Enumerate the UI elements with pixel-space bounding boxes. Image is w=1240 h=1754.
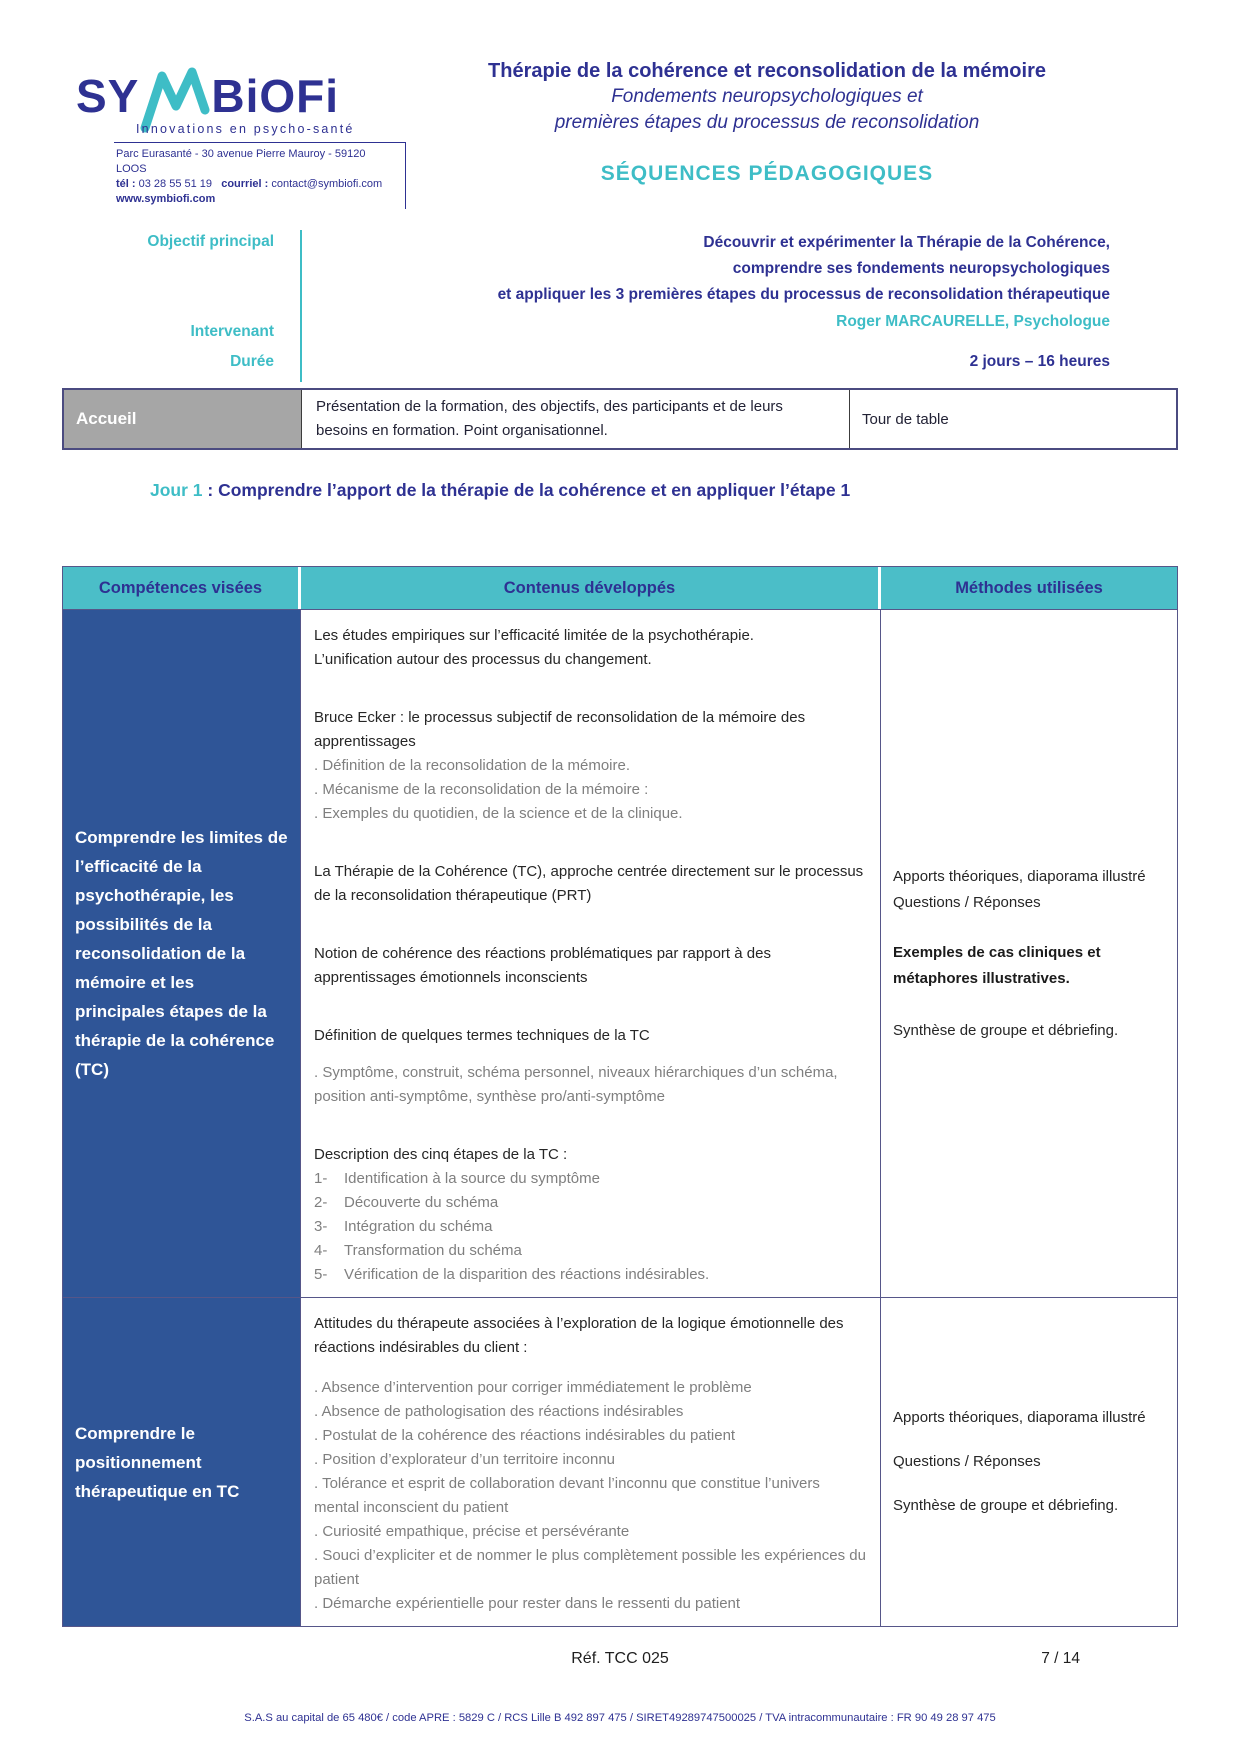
text-line: Questions / Réponses xyxy=(893,1453,1041,1470)
text-line: Découvrir et expérimenter la Thérapie de la Cohérence, xyxy=(703,234,1110,251)
day1-heading xyxy=(150,480,850,501)
text-line: Apports théoriques, diaporama illustré xyxy=(893,1409,1146,1426)
text-line: . Définition de la reconsolidation de la mémoire. xyxy=(314,757,631,774)
spacer xyxy=(314,990,868,1024)
day1-title: : Comprendre l’apport de la thérapie de la cohérence et en appliquer l’étape 1 xyxy=(202,480,851,500)
duree-value: 2 jours – 16 heures xyxy=(969,353,1110,370)
competence-cell xyxy=(63,1298,301,1626)
accueil-label-cell: Accueil xyxy=(64,390,302,448)
text-line: . Postulat de la cohérence des réactions indésirables du patient xyxy=(314,1427,736,1444)
company-contacts xyxy=(116,177,397,192)
text-line: . Souci d’expliciter et de nommer le plus complètement possible les expériences du patient xyxy=(314,1547,866,1588)
methodes-cell xyxy=(881,1298,1177,1626)
spacer xyxy=(314,1048,868,1061)
text-line: . Curiosité empathique, précise et persévérante xyxy=(314,1523,630,1540)
text-line: L’unification autour des processus du changement. xyxy=(314,651,652,668)
company-logo xyxy=(76,62,416,209)
text-line: . Position d’explorateur d’un territoire inconnu xyxy=(314,1451,616,1468)
spacer xyxy=(893,1475,1167,1493)
text-line: . Démarche expérientielle pour rester dans le ressenti du patient xyxy=(314,1595,741,1612)
course-info-block xyxy=(62,230,1178,382)
contenus-cell xyxy=(301,610,881,1297)
document-type-heading: SÉQUENCES PÉDAGOGIQUES xyxy=(600,162,934,185)
methodes-cell xyxy=(881,610,1177,1297)
text-line: 2- Découverte du schéma xyxy=(314,1194,499,1211)
text-line: 4- Transformation du schéma xyxy=(314,1242,522,1259)
spacer xyxy=(314,1109,868,1143)
duree-label: Durée xyxy=(230,353,274,370)
text-line: . Symptôme, construit, schéma personnel, niveaux hiérarchiques d’un schéma, position anti-symptôme, synthèse pro/anti-symptôme xyxy=(314,1064,838,1105)
contenus-cell xyxy=(301,1298,881,1626)
text-line: Les études empiriques sur l’efficacité limitée de la psychothérapie. xyxy=(314,627,754,644)
text-line: 5- Vérification de la disparition des réactions indésirables. xyxy=(314,1266,710,1283)
table-row xyxy=(63,610,1177,1297)
text-line: . Absence de pathologisation des réactions indésirables xyxy=(314,1403,684,1420)
program-table-header xyxy=(63,567,1177,610)
spacer xyxy=(893,992,1167,1018)
text-line: Description des cinq étapes de la TC : xyxy=(314,1146,568,1163)
logo-text-prefix: SY xyxy=(76,70,140,122)
spacer xyxy=(314,908,868,942)
text-line: . Mécanisme de la reconsolidation de la mémoire : xyxy=(314,781,649,798)
objective-label: Objectif principal xyxy=(147,233,274,250)
objective-text xyxy=(322,230,1110,308)
courriel-value: contact@symbiofi.com xyxy=(271,178,383,190)
accueil-row xyxy=(62,388,1178,450)
table-row xyxy=(63,1297,1177,1626)
tel-value: 03 28 55 51 19 xyxy=(138,178,213,190)
logo-wordmark xyxy=(76,62,416,124)
courriel-label: courriel : xyxy=(221,178,269,190)
competence-cell xyxy=(63,610,301,1297)
company-address: Parc Eurasanté - 30 avenue Pierre Mauroy - 59120 LOOS xyxy=(116,148,366,175)
document-reference: Réf. TCC 025 xyxy=(571,1650,669,1667)
text-line: 3- Intégration du schéma xyxy=(314,1218,493,1235)
page-number: 7 / 14 xyxy=(1041,1650,1080,1667)
text-line: Attitudes du thérapeute associées à l’exploration de la logique émotionnelle des réactions indésirables du client : xyxy=(314,1315,844,1356)
program-table xyxy=(62,566,1178,1627)
document-subtitle-line1: Fondements neuropsychologiques et xyxy=(611,86,923,107)
company-address-block xyxy=(114,142,406,209)
tel-label: tél : xyxy=(116,178,136,190)
day1-label: Jour 1 xyxy=(150,480,203,500)
text-line: Synthèse de groupe et débriefing. xyxy=(893,1497,1119,1514)
text-line: Questions / Réponses xyxy=(893,893,1041,911)
accueil-description-cell: Présentation de la formation, des objectifs, des participants et de leurs besoins en formation. Point organisationnel. xyxy=(302,390,850,448)
text-line: comprendre ses fondements neuropsychologiques xyxy=(732,260,1110,277)
logo-text-suffix: BiOFi xyxy=(211,70,340,122)
text-line: . Tolérance et esprit de collaboration devant l’inconnu que constitue l’univers mental inconscient du patient xyxy=(314,1475,820,1516)
text-line: et appliquer les 3 premières étapes du processus de reconsolidation thérapeutique xyxy=(497,286,1110,303)
competence-text: Comprendre les limites de l’efficacité de la psychothérapie, les possibilités de la reconsolidation de la mémoire et les principales étapes de la thérapie de la cohérence (TC) xyxy=(75,828,288,1079)
text-line: Synthèse de groupe et débriefing. xyxy=(893,1021,1119,1039)
text-line: Exemples de cas cliniques et métaphores illustratives. xyxy=(893,943,1101,987)
spacer xyxy=(893,1431,1167,1449)
accueil-method-cell: Tour de table xyxy=(862,410,949,428)
vertical-divider xyxy=(300,230,302,382)
spacer xyxy=(893,916,1167,940)
text-line: . Absence d’intervention pour corriger immédiatement le problème xyxy=(314,1379,752,1396)
text-line: . Exemples du quotidien, de la science et de la clinique. xyxy=(314,805,683,822)
spacer xyxy=(314,826,868,860)
header-contenus: Contenus développés xyxy=(301,567,881,609)
header-methodes: Méthodes utilisées xyxy=(881,567,1177,609)
text-line: La Thérapie de la Cohérence (TC), approche centrée directement sur le processus de la reconsolidation thérapeutique (PRT) xyxy=(314,863,864,904)
text-line: 1- Identification à la source du symptôme xyxy=(314,1170,600,1187)
intervenant-value: Roger MARCAURELLE, Psychologue xyxy=(836,313,1110,330)
text-line: Apports théoriques, diaporama illustré xyxy=(893,867,1146,885)
document-title: Thérapie de la cohérence et reconsolidation de la mémoire xyxy=(488,60,1046,82)
logo-tagline: Innovations en psycho-santé xyxy=(136,122,355,136)
spacer xyxy=(314,672,868,706)
document-header xyxy=(420,58,1114,186)
legal-footer: S.A.S au capital de 65 480€ / code APRE : 5829 C / RCS Lille B 492 897 475 / SIRET49289747500025 / TVA intracommunautaire : FR 90 49 28 97 475 xyxy=(244,1712,996,1724)
spacer xyxy=(314,1360,868,1376)
header-competences: Compétences visées xyxy=(63,567,301,609)
document-subtitle-line2: premières étapes du processus de reconsolidation xyxy=(554,112,980,133)
text-line: Notion de cohérence des réactions problématiques par rapport à des apprentissages émotionnels inconscients xyxy=(314,945,771,986)
text-line: Définition de quelques termes techniques de la TC xyxy=(314,1027,650,1044)
company-website: www.symbiofi.com xyxy=(116,193,216,205)
competence-text: Comprendre le positionnement thérapeutique en TC xyxy=(75,1423,240,1501)
intervenant-label: Intervenant xyxy=(190,323,274,340)
logo-wave-icon xyxy=(141,66,209,130)
text-line: Bruce Ecker : le processus subjectif de reconsolidation de la mémoire des apprentissages xyxy=(314,709,806,750)
